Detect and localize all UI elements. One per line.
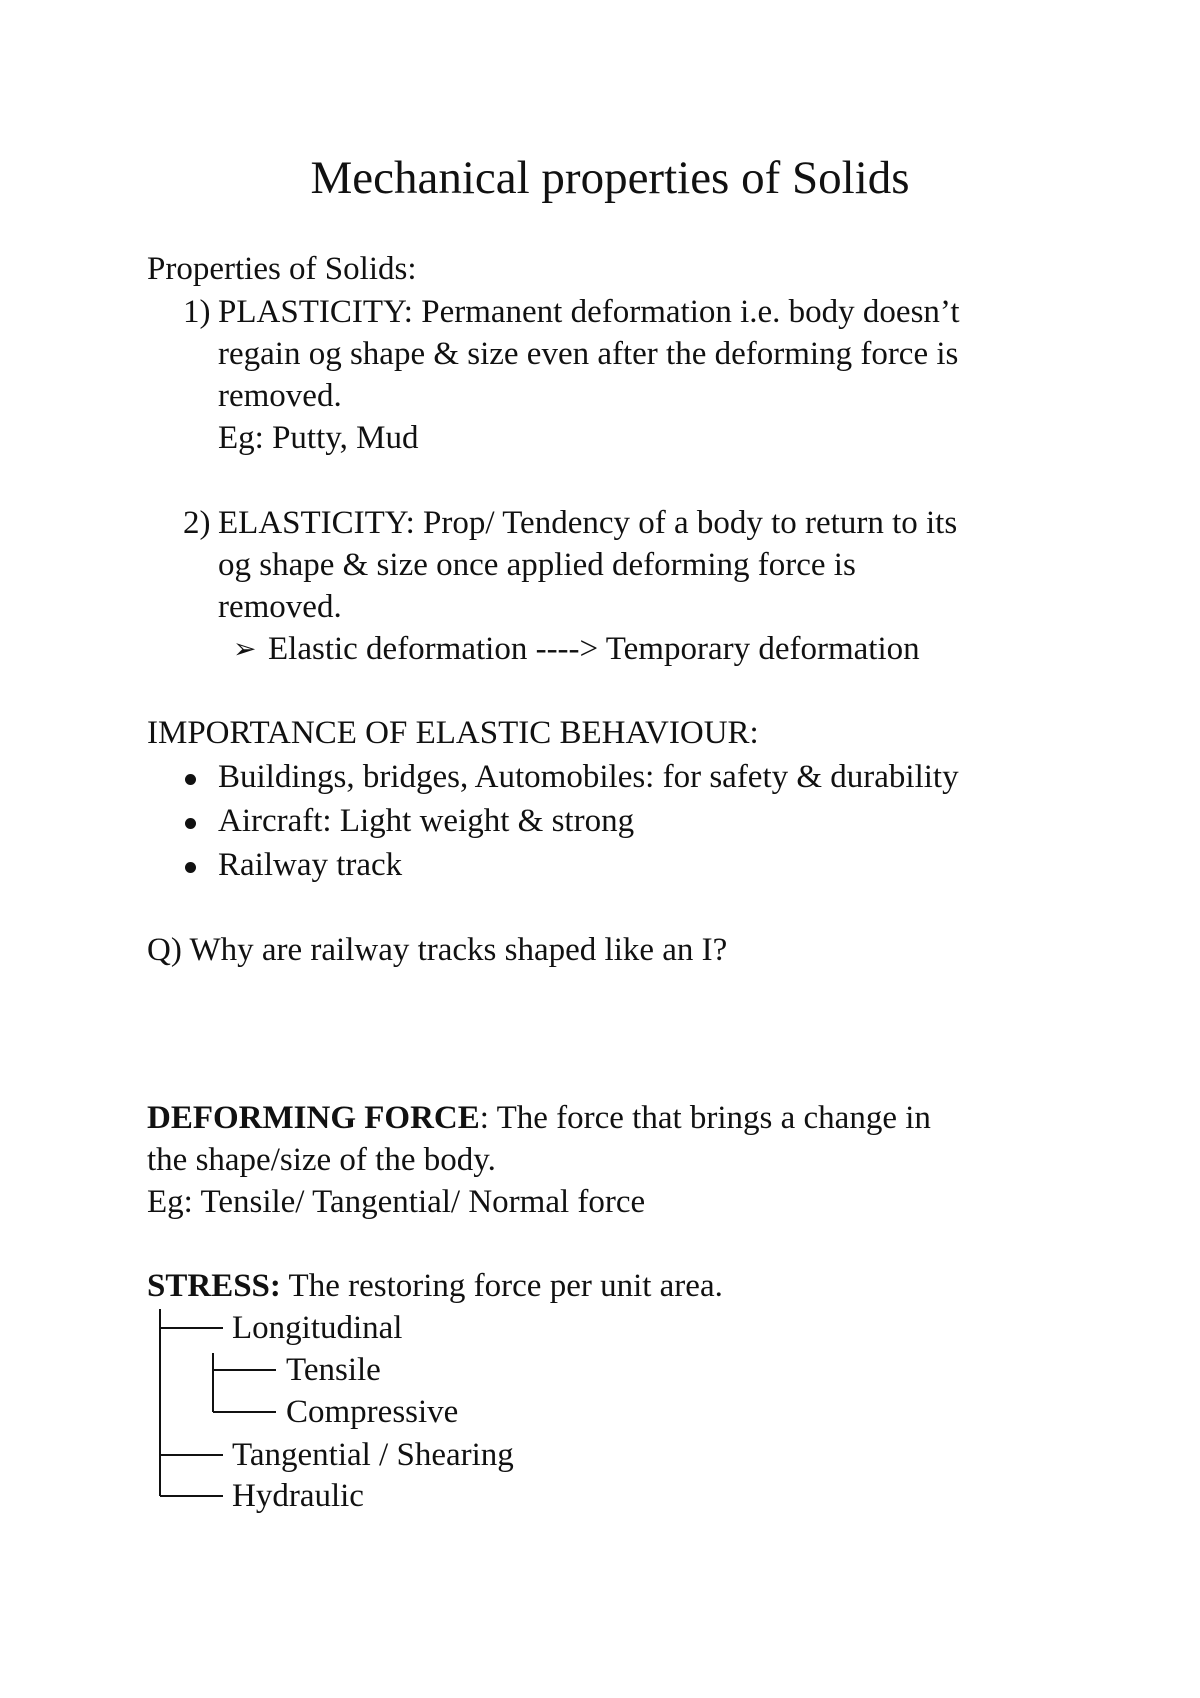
property-1-number: 1) — [183, 294, 211, 330]
stress-type-compressive: Compressive — [286, 1394, 459, 1430]
stress-type-longitudinal: Longitudinal — [232, 1310, 403, 1346]
property-2-line-2: og shape & size once applied deforming force is — [218, 547, 856, 583]
stress-definition: The restoring force per unit area. — [280, 1268, 723, 1304]
deforming-force-line-2: the shape/size of the body. — [147, 1142, 496, 1178]
page-title: Mechanical properties of Solids — [310, 152, 910, 204]
deforming-force-example: Eg: Tensile/ Tangential/ Normal force — [147, 1184, 646, 1220]
property-1-example: Eg: Putty, Mud — [218, 420, 419, 456]
importance-heading: IMPORTANCE OF ELASTIC BEHAVIOUR: — [147, 715, 759, 751]
stress-type-tangential: Tangential / Shearing — [232, 1437, 514, 1473]
property-1-line-2: regain og shape & size even after the deforming force is — [218, 336, 959, 372]
property-2-line-3: removed. — [218, 589, 342, 625]
importance-bullet-2: Aircraft: Light weight & strong — [218, 803, 635, 839]
stress-type-hydraulic: Hydraulic — [232, 1478, 364, 1514]
stress-type-tensile: Tensile — [286, 1352, 381, 1388]
importance-bullet-1: Buildings, bridges, Automobiles: for safety & durability — [218, 759, 959, 795]
property-1-line-3: removed. — [218, 378, 342, 414]
importance-bullet-3: Railway track — [218, 847, 403, 883]
deforming-force-term: DEFORMING FORCE — [147, 1100, 480, 1136]
question-line: Q) Why are railway tracks shaped like an I? — [147, 932, 728, 968]
arrow-bullet-icon: ➢ — [233, 634, 257, 665]
deforming-force-definition: : The force that brings a change in — [479, 1100, 931, 1136]
property-2-subpoint: Elastic deformation ----> Temporary deformation — [268, 631, 920, 667]
stress-term: STRESS: — [147, 1268, 281, 1304]
property-2-number: 2) — [183, 505, 211, 541]
intro-heading: Properties of Solids: — [147, 251, 417, 287]
property-1-line-1: PLASTICITY: Permanent deformation i.e. body doesn’t — [218, 294, 960, 330]
property-2-line-1: ELASTICITY: Prop/ Tendency of a body to return to its — [218, 505, 958, 541]
